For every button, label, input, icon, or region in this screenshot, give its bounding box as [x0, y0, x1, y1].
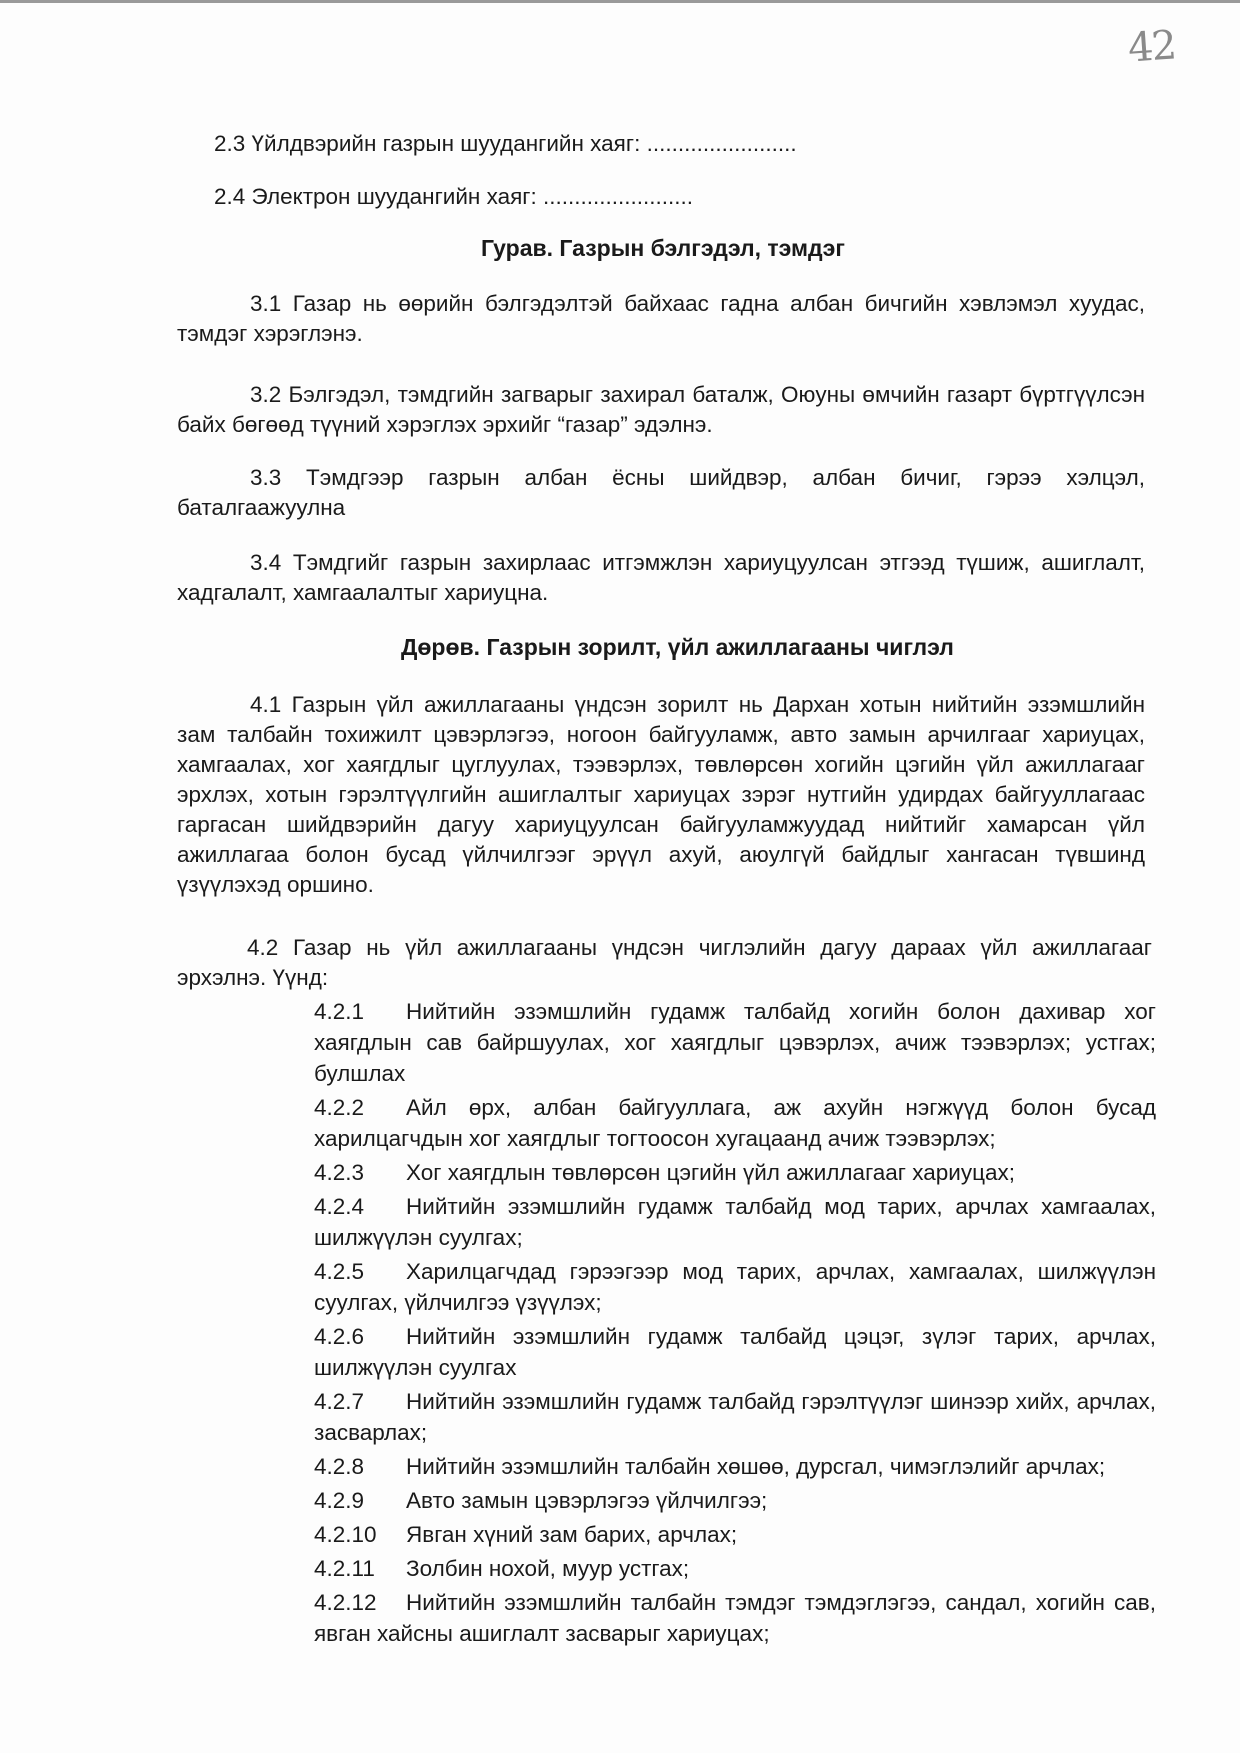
section-4-heading: Дөрөв. Газрын зорилт, үйл ажиллагааны чиглэл	[401, 634, 954, 660]
item-text: Золбин нохой, муур устгах;	[406, 1556, 690, 1581]
list-item	[314, 1157, 1156, 1188]
list-item	[314, 1191, 1156, 1253]
paragraph-3-4	[177, 548, 1145, 608]
item-number: 4.2.2	[314, 1095, 365, 1120]
item-text: Явган хүний зам барих, арчлах;	[406, 1522, 738, 1547]
paragraph-3-3	[177, 463, 1145, 523]
item-text: Нийтийн эзэмшлийн гудамж талбайд мод тарих, арчлах хамгаалах, шилжүүлэн суулгах;	[314, 1194, 1156, 1250]
list-item	[314, 1092, 1156, 1154]
item-number: 4.2.10	[314, 1522, 377, 1547]
item-text: Айл өрх, албан байгууллага, аж ахуйн нэгжүүд болон бусад харилцагчдын хог хаягдлыг тогтоосон хугацаанд ачиж тээвэрлэх;	[314, 1095, 1156, 1151]
item-number: 4.2.6	[314, 1324, 365, 1349]
item-text: Харилцагчдад гэрээгээр мод тарих, арчлах, хамгаалах, шилжүүлэн суулгах, үйлчилгээ үзүүлэх;	[314, 1259, 1156, 1315]
list-item	[314, 1386, 1156, 1448]
handwritten-page-number: 42	[1126, 22, 1177, 72]
item-number: 4.2.7	[314, 1389, 365, 1414]
paragraph-4-1	[177, 690, 1145, 900]
item-number: 4.2.5	[314, 1259, 365, 1284]
item-text: Авто замын цэвэрлэгээ үйлчилгээ;	[406, 1488, 768, 1513]
line-2-3: 2.3 Үйлдвэрийн газрын шуудангийн хаяг: ........................	[214, 131, 797, 156]
item-number: 4.2.4	[314, 1194, 365, 1219]
subitem-list	[314, 996, 1156, 1652]
list-item	[314, 1587, 1156, 1649]
paragraph-3-1-text: 3.1 Газар нь өөрийн бэлгэдэлтэй байхаас гадна албан бичгийн хэвлэмэл хуудас, тэмдэг хэрэглэнэ.	[177, 291, 1145, 346]
paragraph-3-1	[177, 289, 1145, 349]
line-2-4: 2.4 Электрон шуудангийн хаяг: ........................	[214, 184, 694, 209]
paragraph-3-3-text: 3.3 Тэмдгээр газрын албан ёсны шийдвэр, албан бичиг, гэрээ хэлцэл, баталгаажуулна	[177, 465, 1145, 520]
paragraph-4-1-text: 4.1 Газрын үйл ажиллагааны үндсэн зорилт нь Дархан хотын нийтийн эзэмшлийн зам талбайн тохижилт цэвэрлэгээ, ногоон байгууламж, авто замын арчилгааг хариуцах, хамгаалах, хог хаягдлыг цуглуулах, тээвэрлэх, төвлөрсөн хогийн цэгийн үйл ажиллагааг эрхлэх, хотын гэрэлтүүлгийн ашиглалтыг хариуцах зэрэг нутгийн удирдах байгууллагаас гаргасан шийдвэрийн дагуу хариуцуулсан байгууламжуудад нийтийг хамарсан үйл ажиллагаа болон бусад үйлчилгээг эрүүл ахуй, аюулгүй байдлыг хангасан түвшинд үзүүлэхэд оршино.	[177, 692, 1145, 897]
list-item	[314, 1256, 1156, 1318]
paragraph-4-2	[177, 933, 1152, 993]
paragraph-3-2	[177, 380, 1145, 440]
item-text: Нийтийн эзэмшлийн талбайн хөшөө, дурсгал, чимэглэлийг арчлах;	[406, 1454, 1106, 1479]
item-text: Нийтийн эзэмшлийн гудамж талбайд хогийн болон дахивар хог хаягдлын сав байршуулах, хог хаягдлыг цэвэрлэх, ачиж тээвэрлэх; устгах; булшлах	[314, 999, 1156, 1086]
item-text: Хог хаягдлын төвлөрсөн цэгийн үйл ажиллагааг хариуцах;	[406, 1160, 1016, 1185]
section-3-heading: Гурав. Газрын бэлгэдэл, тэмдэг	[481, 235, 845, 261]
list-item	[314, 1451, 1156, 1482]
list-item	[314, 1321, 1156, 1383]
item-number: 4.2.12	[314, 1590, 377, 1615]
item-text: Нийтийн эзэмшлийн гудамж талбайд гэрэлтүүлэг шинээр хийх, арчлах, засварлах;	[314, 1389, 1156, 1445]
item-text: Нийтийн эзэмшлийн гудамж талбайд цэцэг, зүлэг тарих, арчлах, шилжүүлэн суулгах	[314, 1324, 1156, 1380]
item-number: 4.2.3	[314, 1160, 365, 1185]
paragraph-4-2-text: 4.2 Газар нь үйл ажиллагааны үндсэн чиглэлийн дагуу дараах үйл ажиллагааг эрхэлнэ. Үүнд:	[177, 935, 1152, 990]
list-item	[314, 996, 1156, 1089]
item-number: 4.2.9	[314, 1488, 365, 1513]
paragraph-3-4-text: 3.4 Тэмдгийг газрын захирлаас итгэмжлэн хариуцуулсан этгээд түшиж, ашиглалт, хадгалалт, хамгаалалтыг хариуцна.	[177, 550, 1145, 605]
item-number: 4.2.11	[314, 1556, 375, 1581]
item-number: 4.2.8	[314, 1454, 365, 1479]
list-item	[314, 1485, 1156, 1516]
item-text: Нийтийн эзэмшлийн талбайн тэмдэг тэмдэглэгээ, сандал, хогийн сав, явган хайсны ашиглалт засварыг хариуцах;	[314, 1590, 1156, 1646]
scan-top-edge	[0, 0, 1240, 3]
paragraph-3-2-text: 3.2 Бэлгэдэл, тэмдгийн загварыг захирал баталж, Оюуны өмчийн газарт бүртгүүлсэн байх бөгөөд түүний хэрэглэх эрхийг “газар” эдэлнэ.	[177, 382, 1145, 437]
item-number: 4.2.1	[314, 999, 365, 1024]
list-item	[314, 1553, 1156, 1584]
list-item	[314, 1519, 1156, 1550]
